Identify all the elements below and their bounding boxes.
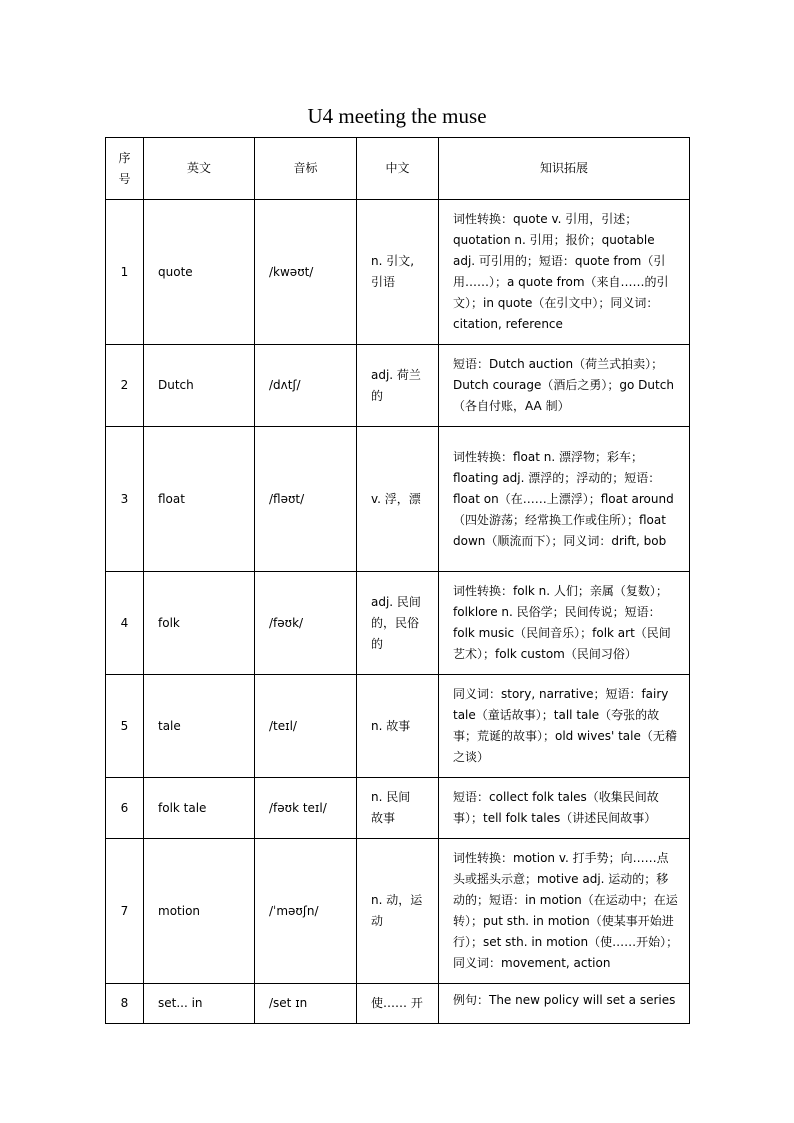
row-number: 6 — [106, 778, 144, 839]
row-knowledge: 词性转换：motion v. 打手势；向……点头或摇头示意；motive adj. 运动的；移动的；短语：in motion（在运动中；在运转）；put sth. in motion（使某事开始进行）；set sth. in motion（使……开始）；同义词：movement, action — [439, 839, 690, 984]
row-chinese: n. 民间 故事 — [357, 778, 439, 839]
row-knowledge: 同义词：story, narrative；短语：fairy tale（童话故事）；tall tale（夸张的故事；荒诞的故事）；old wives' tale（无稽之谈） — [439, 675, 690, 778]
header-no: 序 号 — [106, 138, 144, 200]
table-row — [106, 778, 690, 839]
row-number: 7 — [106, 839, 144, 984]
row-number: 3 — [106, 427, 144, 572]
row-phonetic: /kwəʊt/ — [255, 200, 357, 345]
row-number: 8 — [106, 984, 144, 1024]
table-row — [106, 984, 690, 1024]
header-chinese: 中文 — [357, 138, 439, 200]
table-row — [106, 572, 690, 675]
row-phonetic: /teɪl/ — [255, 675, 357, 778]
row-english: float — [144, 427, 255, 572]
row-english: quote — [144, 200, 255, 345]
row-english: folk tale — [144, 778, 255, 839]
row-english: motion — [144, 839, 255, 984]
row-knowledge: 词性转换：quote v. 引用，引述；quotation n. 引用；报价；quotable adj. 可引用的；短语：quote from（引用……）；a quote from（来自……的引文）；in quote（在引文中）；同义词：citation, reference — [439, 200, 690, 345]
row-phonetic: /fəʊk teɪl/ — [255, 778, 357, 839]
row-english: set... in — [144, 984, 255, 1024]
row-english: tale — [144, 675, 255, 778]
row-chinese: 使…… 开 — [357, 984, 439, 1024]
row-chinese: n. 动，运 动 — [357, 839, 439, 984]
row-english: folk — [144, 572, 255, 675]
page-title: U4 meeting the muse — [307, 104, 487, 128]
row-knowledge: 短语：collect folk tales（收集民间故事）；tell folk tales（讲述民间故事） — [439, 778, 690, 839]
row-knowledge: 词性转换：folk n. 人们；亲属（复数）；folklore n. 民俗学；民间传说；短语：folk music（民间音乐）；folk art（民间艺术）；folk custom（民间习俗） — [439, 572, 690, 675]
row-chinese: adj. 荷兰 的 — [357, 345, 439, 427]
table-row — [106, 427, 690, 572]
row-phonetic: /dʌtʃ/ — [255, 345, 357, 427]
header-english: 英文 — [144, 138, 255, 200]
row-chinese: n. 故事 — [357, 675, 439, 778]
table-row — [106, 345, 690, 427]
row-number: 4 — [106, 572, 144, 675]
row-phonetic: /fəʊk/ — [255, 572, 357, 675]
row-number: 5 — [106, 675, 144, 778]
row-knowledge: 词性转换：float n. 漂浮物；彩车；floating adj. 漂浮的；浮动的；短语：float on（在……上漂浮）；float around（四处游荡；经常换工作或住所）；float down（顺流而下）；同义词：drift, bob — [439, 427, 690, 572]
table-row — [106, 675, 690, 778]
table-row — [106, 200, 690, 345]
row-number: 2 — [106, 345, 144, 427]
row-knowledge: 短语：Dutch auction（荷兰式拍卖）；Dutch courage（酒后之勇）；go Dutch（各自付账，AA 制） — [439, 345, 690, 427]
table-body — [106, 200, 690, 1024]
row-phonetic: /fləʊt/ — [255, 427, 357, 572]
row-phonetic: /ˈməʊʃn/ — [255, 839, 357, 984]
row-knowledge: 例句：The new policy will set a series — [439, 984, 690, 1024]
vocabulary-table — [105, 137, 690, 1024]
row-number: 1 — [106, 200, 144, 345]
header-phonetic: 音标 — [255, 138, 357, 200]
row-phonetic: /set ɪn — [255, 984, 357, 1024]
row-chinese: v. 浮，漂 — [357, 427, 439, 572]
row-chinese: n. 引文, 引语 — [357, 200, 439, 345]
table-header-row — [106, 138, 690, 200]
table-row — [106, 839, 690, 984]
row-chinese: adj. 民间 的，民俗 的 — [357, 572, 439, 675]
row-english: Dutch — [144, 345, 255, 427]
header-knowledge: 知识拓展 — [439, 138, 690, 200]
